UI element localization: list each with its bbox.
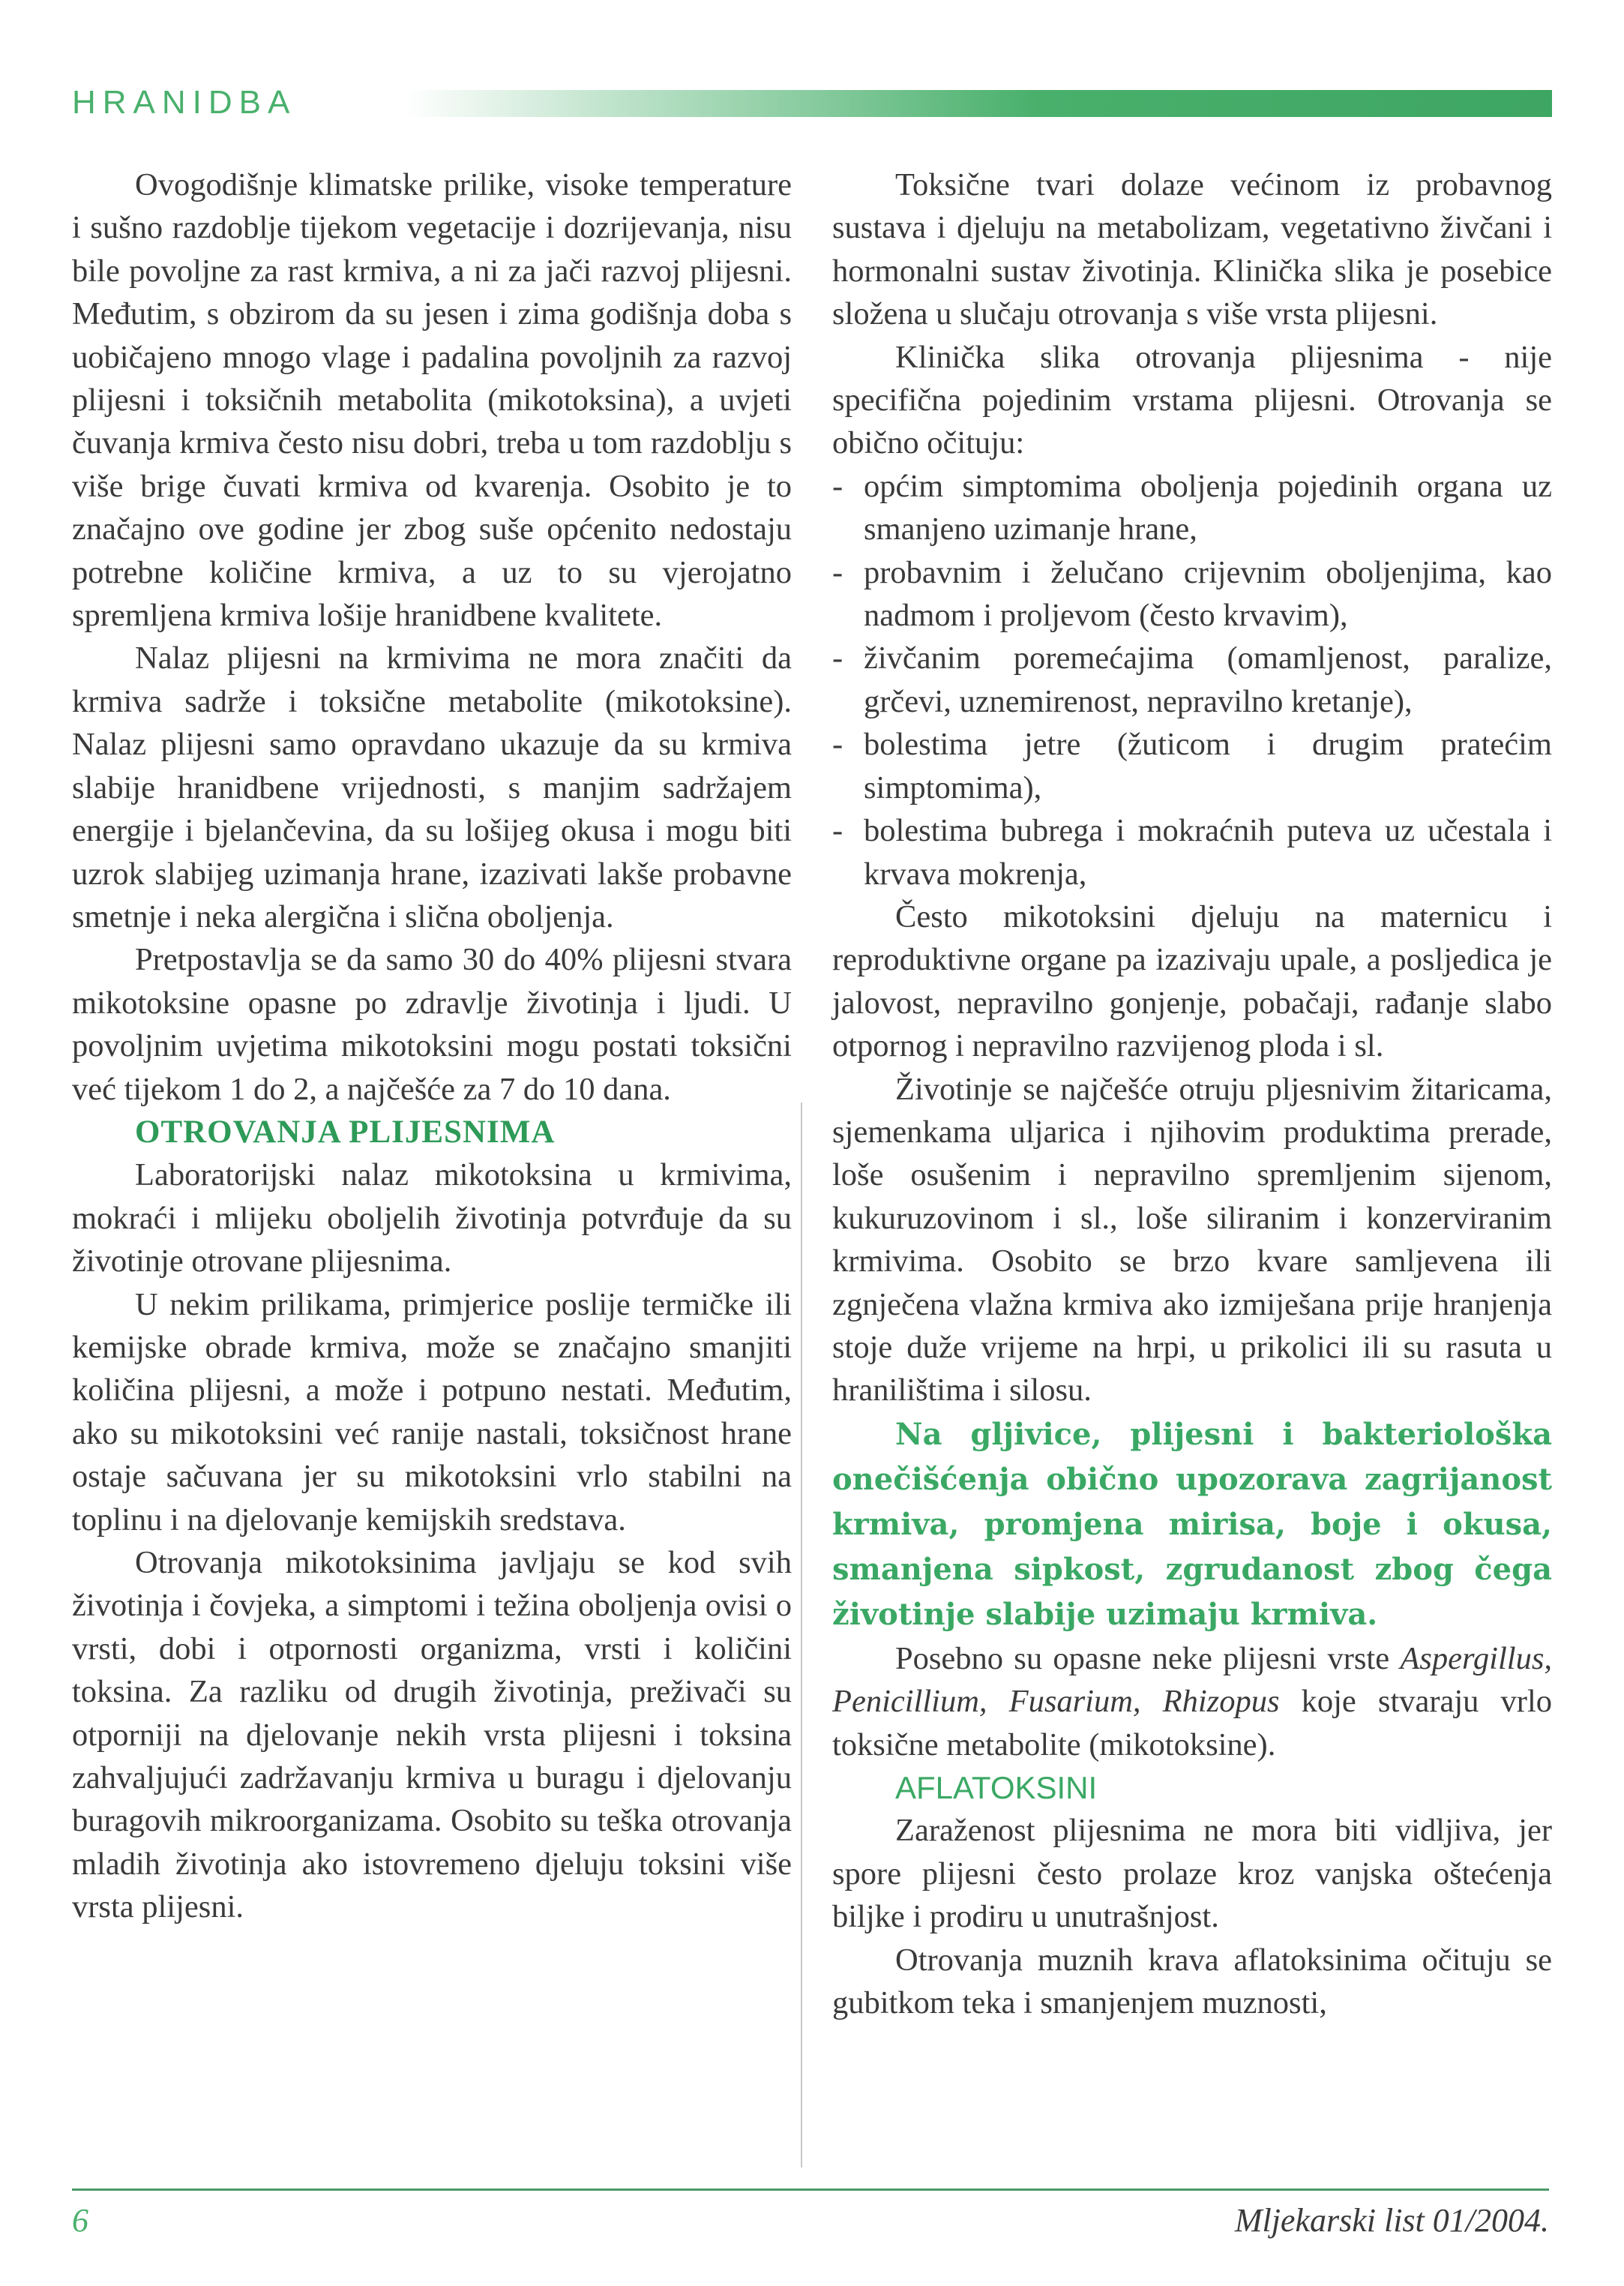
paragraph: Pretpostavlja se da samo 30 do 40% plijesni stvara mikotoksine opasne po zdravlje životinja i ljudi. U povoljnim uvjetima mikotoksini mogu postati toksični već tijekom 1 do 2, a najčešće za 7 do 10 dana. bbox=[72, 942, 792, 1107]
paragraph: Laboratorijski nalaz mikotoksina u krmivima, mokraći i mlijeku oboljelih životinja potvrđuje da su životinje otrovane plijesnima. bbox=[72, 1157, 792, 1280]
list-item: - bolestima jetre (žuticom i drugim pratećim simptomima), bbox=[832, 723, 1552, 809]
list-item: - bolestima bubrega i mokraćnih puteva uz učestala i krvava mokrenja, bbox=[832, 809, 1552, 896]
subheading: AFLATOKSINI bbox=[895, 1770, 1098, 1805]
section-label: HRANIDBA bbox=[72, 84, 297, 121]
column-divider bbox=[801, 1102, 802, 2168]
right-column bbox=[832, 164, 1552, 2024]
paragraph: Često mikotoksini djeluju na maternicu i reproduktivne organe pa izazivaju upale, a posljedica je jalovost, nepravilno gonjenje, pobačaji, rađanje slabo otpornog i nepravilno razvijenog ploda i sl. bbox=[832, 898, 1552, 1064]
left-column bbox=[72, 164, 792, 1929]
page-number: 6 bbox=[72, 2202, 88, 2239]
paragraph: Životinje se najčešće otruju pljesnivim žitaricama, sjemenkama uljarica i njihovim produktima prerade, loše osušenim i nepravilno spremljenim sijenom, kukuruzovinom i sl., loše siliranim i konzerviranim krmivima. Osobito se brzo kvare samljevena ili zgnječena vlažna krmiva ako izmiješana prije hranjenja stoje duže vrijeme na hrpi, u prikolici ili su rasuta u hranilištima i silosu. bbox=[832, 1071, 1552, 1408]
highlight-paragraph: Na gljivice, plijesni i bakteriološka onečišćenja obično upozorava zagrijanost krmiva, promjena mirisa, boje i okusa, smanjena sipkost, zgrudanost zbog čega životinje slabije uzimaju krmiva. bbox=[832, 1416, 1552, 1632]
footer-rule bbox=[72, 2188, 1549, 2191]
journal-title: Mljekarski list 01/2004. bbox=[1234, 2202, 1549, 2239]
paragraph: Otrovanja muznih krava aflatoksinima očituju se gubitkom teka i smanjenjem muznosti, bbox=[832, 1942, 1552, 2021]
header-decorative-bar bbox=[405, 90, 1552, 117]
paragraph-species bbox=[832, 1637, 1552, 1766]
paragraph: U nekim prilikama, primjerice poslije termičke ili kemijske obrade krmiva, može se značajno smanjiti količina plijesni, a može i potpuno nestati. Međutim, ako su mikotoksini već ranije nastali, toksičnost hrane ostaje sačuvana jer su mikotoksini vrlo stabilni na toplinu i na djelovanje kemijskih sredstava. bbox=[72, 1286, 792, 1538]
paragraph: Zaraženost plijesnima ne mora biti vidljiva, jer spore plijesni često prolaze kroz vanjska oštećenja biljke i prodiru u unutrašnjost. bbox=[832, 1813, 1552, 1935]
species-names: Aspergillus, Penicillium, Fusarium, Rhizopus bbox=[832, 1640, 1552, 1720]
text-span: koje stvaraju vrlo toksične metabolite (mikotoksine). bbox=[832, 1684, 1552, 1762]
paragraph: Klinička slika otrovanja plijesnima - nije specifična pojedinim vrstama plijesni. Otrovanja se obično očituju: bbox=[832, 339, 1552, 461]
text-span: Posebno su opasne neke plijesni vrste bbox=[895, 1640, 1390, 1676]
paragraph: Otrovanja mikotoksinima javljaju se kod svih životinja i čovjeka, a simptomi i težina oboljenja ovisi o vrsti, dobi i otpornosti organizma, vrsti i količini toksina. Za razliku od drugih životinja, preživači su otporniji na djelovanje nekih vrsta plijesni i toksina zahvaljujući zadržavanju krmiva u buragu i djelovanju buragovih mikroorganizama. Osobito su teška otrovanja mladih životinja ako istovremeno djeluju toksini više vrsta plijesni. bbox=[72, 1545, 792, 1925]
paragraph: Toksične tvari dolaze većinom iz probavnog sustava i djeluju na metabolizam, vegetativno živčani i hormonalni sustav životinja. Klinička slika je posebice složena u slučaju otrovanja s više vrsta plijesni. bbox=[832, 167, 1552, 332]
symptom-list bbox=[832, 465, 1552, 896]
list-item: - živčanim poremećajima (omamljenost, paralize, grčevi, uznemirenost, nepravilno kretanje), bbox=[832, 637, 1552, 723]
paragraph: Ovogodišnje klimatske prilike, visoke temperature i sušno razdoblje tijekom vegetacije i dozrijevanja, nisu bile povoljne za rast krmiva, a ni za jači razvoj plijesni. Međutim, s obzirom da su jesen i zima godišnja doba s uobičajeno mnogo vlage i padalina povoljnih za razvoj plijesni i toksičnih metabolita (mikotoksina), a uvjeti čuvanja krmiva često nisu dobri, treba u tom razdoblju s više brige čuvati krmiva od kvarenja. Osobito je to značajno ove godine jer zbog suše općenito nedostaju potrebne količine krmiva, a uz to su vjerojatno spremljena krmiva lošije hranidbene kvalitete. bbox=[72, 167, 792, 634]
list-item: - probavnim i želučano crijevnim oboljenjima, kao nadmom i proljevom (često krvavim), bbox=[832, 551, 1552, 638]
section-heading: OTROVANJA PLIJESNIMA bbox=[135, 1114, 556, 1150]
paragraph: Nalaz plijesni na krmivima ne mora značiti da krmiva sadrže i toksične metabolite (mikotoksine). Nalaz plijesni samo opravdano ukazuje da su krmiva slabije hranidbene vrijednosti, s manjim sadržajem energije i bjelančevina, da su lošijeg okusa i mogu biti uzrok slabijeg uzimanja hrane, izazivati lakše probavne smetnje i neka alergična i slična oboljenja. bbox=[72, 640, 792, 934]
list-item: - općim simptomima oboljenja pojedinih organa uz smanjeno uzimanje hrane, bbox=[832, 465, 1552, 551]
